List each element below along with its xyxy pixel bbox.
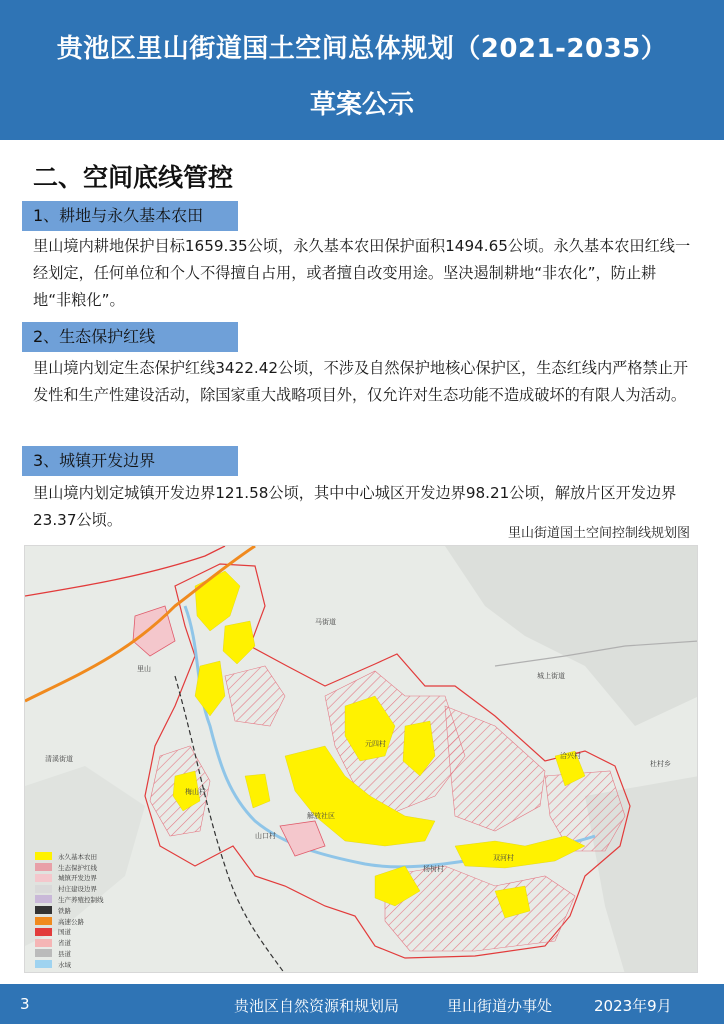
legend-item [35, 916, 145, 927]
legend-item [35, 959, 145, 970]
legend-label: 高速公路 [58, 917, 84, 926]
legend-label: 水域 [58, 960, 71, 969]
legend-swatch [35, 885, 52, 893]
legend-swatch [35, 949, 52, 957]
legend-label: 国道 [58, 928, 71, 937]
legend-swatch [35, 863, 52, 871]
legend-label: 永久基本农田 [58, 852, 97, 861]
control-line-map [24, 545, 698, 973]
section-title: 二、空间底线管控 [33, 163, 234, 192]
footer-date: 2023年9月 [594, 997, 672, 1015]
legend-swatch [35, 917, 52, 925]
map-caption: 里山街道国土空间控制线规划图 [507, 526, 690, 541]
legend-item [35, 862, 145, 873]
legend-swatch [35, 928, 52, 936]
label-lishan: 里山 [137, 665, 151, 673]
svg-text:洽兴村: 洽兴村 [560, 752, 581, 760]
svg-text:元四村: 元四村 [365, 740, 386, 748]
paragraph-ecological-redline: 里山境内划定生态保护红线3422.42公顷，不涉及自然保护地核心保护区，生态红线内严格禁止开发性和生产性建设活动，除国家重大战略项目外，仅允许对生态功能不造成破坏的有限人为活动。 [33, 359, 689, 404]
paragraph-farmland: 里山境内耕地保护目标1659.35公顷，永久基本农田保护面积1494.65公顷。永久基本农田红线一经划定，任何单位和个人不得擅自占用，或者擅自改变用途。坚决遏制耕地“非农化”，防止耕地“非粮化”。 [33, 237, 691, 309]
page-number: 3 [20, 995, 30, 1013]
legend-item [35, 894, 145, 905]
legend-label: 省道 [58, 939, 71, 948]
legend-label: 铁路 [58, 906, 71, 915]
subheading-ecological-redline: 2、生态保护红线 [22, 322, 238, 352]
legend-swatch [35, 874, 52, 882]
svg-text:杜村乡: 杜村乡 [650, 760, 671, 768]
legend-item [35, 873, 145, 884]
legend-item [35, 905, 145, 916]
svg-text:城上街道: 城上街道 [537, 672, 565, 680]
paragraph-urban-boundary: 里山境内划定城镇开发边界121.58公顷，其中中心城区开发边界98.21公顷，解放片区开发边界23.37公顷。 [33, 484, 677, 529]
page-footer [0, 984, 724, 1024]
subheading-urban-boundary: 3、城镇开发边界 [22, 446, 238, 476]
legend-swatch [35, 895, 52, 903]
map-legend [35, 851, 145, 970]
legend-label: 生态保护红线 [58, 863, 97, 872]
svg-text:杨树村: 杨树村 [423, 865, 444, 873]
svg-text:梅山村: 梅山村 [185, 788, 206, 796]
legend-label: 县道 [58, 949, 71, 958]
legend-item [35, 851, 145, 862]
document-title: 贵池区里山街道国土空间总体规划（2021-2035） [56, 34, 668, 64]
legend-item [35, 883, 145, 894]
legend-item [35, 937, 145, 948]
svg-text:马街道: 马街道 [315, 618, 336, 626]
svg-text:解放社区: 解放社区 [307, 812, 335, 820]
legend-label: 生产养殖控制线 [58, 895, 104, 904]
document-subtitle: 草案公示 [309, 90, 414, 120]
legend-label: 村庄建设边界 [58, 885, 97, 894]
legend-label: 城镇开发边界 [58, 874, 97, 883]
footer-org-subdistrict-office: 里山街道办事处 [447, 997, 553, 1015]
legend-swatch [35, 906, 52, 914]
footer-org-natural-resources: 贵池区自然资源和规划局 [234, 997, 400, 1015]
legend-swatch [35, 960, 52, 968]
svg-text:清溪街道: 清溪街道 [45, 755, 73, 763]
legend-swatch [35, 939, 52, 947]
svg-text:双河村: 双河村 [493, 854, 514, 862]
page-header [0, 0, 724, 140]
legend-item [35, 927, 145, 938]
legend-item [35, 948, 145, 959]
svg-text:山口村: 山口村 [255, 832, 276, 840]
subheading-farmland: 1、耕地与永久基本农田 [22, 201, 238, 231]
legend-swatch [35, 852, 52, 860]
